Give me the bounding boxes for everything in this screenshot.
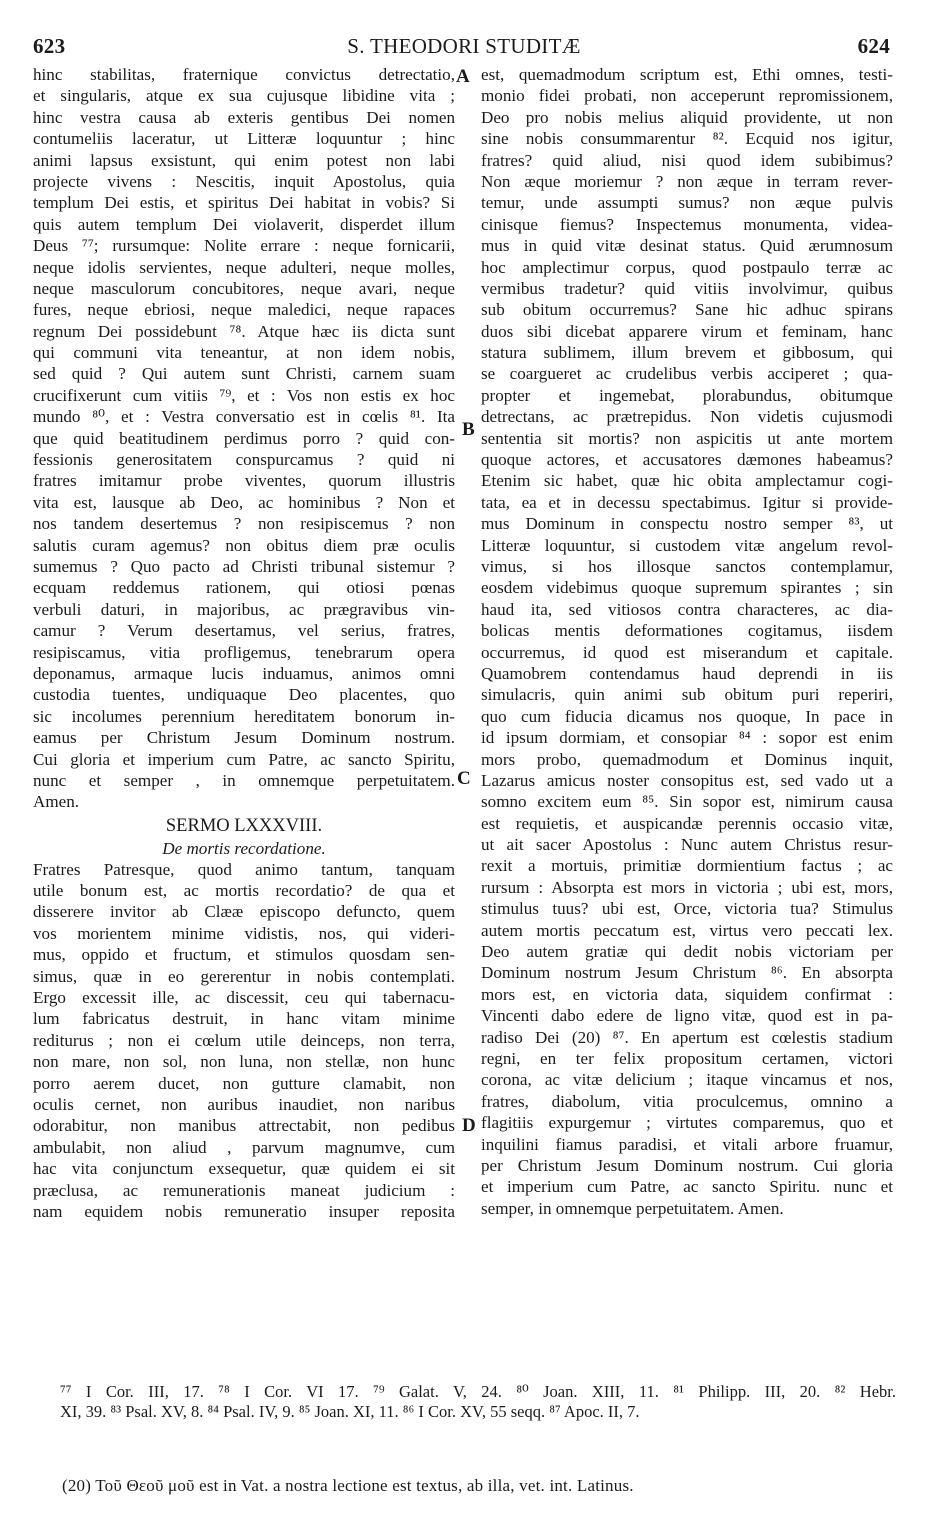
text-line: templum Dei estis, et spiritus Dei habitat in vobis? Si	[33, 193, 455, 213]
text-line: rursum : Absorpta est mors in victoria ; ubi est, mors,	[481, 877, 893, 897]
text-line: animi lapsus exsistunt, qui enim potest non labi	[33, 150, 455, 170]
text-line: lum fabricatus destruit, in hanc vitam minime	[33, 1009, 455, 1029]
text-line: regnum Dei possidebunt ⁷⁸. Atque hæc iis dicta sunt	[33, 321, 455, 341]
text-line: inquilini fiamus paradisi, et vitali arbore fruamur,	[481, 1134, 893, 1154]
text-line: stimulus tuus? ubi est, Orce, victoria tua? Stimulus	[481, 899, 893, 919]
text-line: hoc amplectimur corpus, quod postpaulo terræ ac	[481, 257, 893, 277]
text-line: hinc stabilitas, fraternique convictus detrectatio,	[33, 65, 455, 84]
text-line: statura sublimem, illum brevem et gibbosum, qui	[481, 343, 893, 363]
text-line: verbuli daturi, in majoribus, ac prægravibus vin-	[33, 599, 455, 619]
text-line: bolicas mentis deformationes cogitamus, iisdem	[481, 621, 893, 641]
sermon-title: SERMO LXXXVIII.	[165, 815, 323, 836]
text-line: somno excitem eum ⁸⁵. Sin sopor est, nimirum causa	[481, 792, 893, 812]
text-line: quis autem templum Dei violaverit, disperdet illum	[33, 214, 455, 234]
text-line: sed quid ? Qui autem sunt Christi, carnem suam	[33, 364, 455, 384]
text-line: fures, neque ebriosi, neque maledici, neque rapaces	[33, 300, 455, 320]
text-line: vimus, si hos illosque sanctos contemplamur,	[481, 556, 893, 576]
page-number-right: 624	[857, 34, 890, 58]
text-line: Dominum nostrum Jesum Christum ⁸⁶. En absorpta	[481, 963, 893, 983]
text-line: mus, oppido et fructum, et stimulos quosdam sen-	[33, 945, 455, 965]
running-title: S. THEODORI STUDITÆ	[347, 34, 581, 58]
text-line: est requietis, et auspicandæ perennis occasio vitæ,	[481, 813, 893, 833]
text-line: tata, ea et in decessu spectabimus. Igitur si provide-	[481, 492, 893, 512]
text-line: regni, en ter felix propositum certamen, victori	[481, 1048, 893, 1068]
right-column	[481, 64, 893, 1219]
text-line: sumemus ? Quo pacto ad Christi tribunal sistemur ?	[33, 556, 455, 576]
text-line: flagitiis expurgemur ; virtutes comparemus, quo et	[481, 1113, 893, 1133]
text-line: se coargueret ac crudelibus verbis acciperet ; qua-	[481, 364, 893, 384]
text-line: fratres imitamur probe viventes, quorum illustris	[33, 471, 455, 491]
text-line: qui communi vita teneantur, at non idem nobis,	[33, 343, 455, 363]
text-line: hinc vestra causa ab exteris gentibus Dei nomen	[33, 107, 455, 127]
text-line: sic incolumes perennium hereditatem bonorum in-	[33, 706, 455, 726]
footnote-line: XI, 39. ⁸³ Psal. XV, 8. ⁸⁴ Psal. IV, 9. ⁸⁵ Joan. XI, 11. ⁸⁶ I Cor. XV, 55 seqq. ⁸⁷ Apoc. II, 7.	[60, 1402, 640, 1421]
text-line: hac vita conjunctum exsequetur, quæ quidem ei sit	[33, 1159, 455, 1179]
text-line: quoque actores, et accusatores dæmones habeamus?	[481, 450, 893, 470]
text-line: que quid beatitudinem perdimus porro ? quid con-	[33, 428, 455, 448]
text-line: ut ait sacer Apostolus : Nunc autem Christus resur-	[481, 835, 893, 855]
text-line: mundo ⁸⁰, et : Vestra conversatio est in cœlis ⁸¹. Ita	[33, 407, 455, 427]
text-line: eosdem videbimus quoque supremum spirantes ; sin	[481, 578, 893, 598]
text-line: vita est, lausque ab Deo, ac hominibus ? Non et	[33, 492, 455, 512]
text-line: Cui gloria et imperium cum Patre, ac sancto Spiritu,	[33, 749, 455, 769]
margin-mark-a: A	[456, 66, 470, 87]
text-line: odorabitur, non manibus attrectabit, non pedibus	[33, 1116, 455, 1136]
text-line: Lazarus amicus noster consopitus est, sed vado ut a	[481, 770, 893, 790]
text-line: crucifixerunt cum vitiis ⁷⁹, et : Vos non estis ex hoc	[33, 385, 455, 405]
text-line: oculis cernet, non auribus inaudiet, non naribus	[33, 1094, 455, 1114]
text-line: Ergo excessit ille, ac discessit, ceu qui tabernacu-	[33, 988, 455, 1008]
footnotes	[60, 1382, 896, 1422]
text-line: occurremus, id quod est miserandum et capitale.	[481, 642, 893, 662]
text-line: quo cum fiducia dicamus nos quoque, In pace in	[481, 706, 893, 726]
text-line: fratres? quid aliud, nisi quod idem subibimus?	[481, 150, 893, 170]
text-line: haud ita, sed vitiosos contra characteres, ac dia-	[481, 599, 893, 619]
text-line: Etenim sic habet, quæ hic obita amplectamur cogi-	[481, 471, 893, 491]
text-line: temur, unde assumpti sumus? non æque pulvis	[481, 193, 893, 213]
text-line: projecte vivens : Nescitis, inquit Apostolus, quia	[33, 171, 455, 191]
text-line: per Christum Jesum Dominum nostrum. Cui gloria	[481, 1155, 893, 1175]
text-line: mors probo, quemadmodum et Dominus inquit,	[481, 749, 893, 769]
margin-mark-c: C	[457, 768, 471, 789]
text-line: nam equidem nobis remuneratio insuper reposita	[33, 1201, 455, 1221]
text-line: sententia sit mortis? non aspicitis ut ante mortem	[481, 428, 893, 448]
text-line: vos morientem minime vidistis, nos, qui videri-	[33, 923, 455, 943]
text-line: mors est, en victoria data, siquidem confirmat :	[481, 984, 893, 1004]
text-line: propter et ingemebat, plorabundus, obitumque	[481, 385, 893, 405]
text-line: corona, ac vitæ delicium ; itaque vincamus et nos,	[481, 1070, 893, 1090]
text-line: detrectans, ac prætrepidus. Non videtis cujusmodi	[481, 407, 893, 427]
text-line: Deus ⁷⁷; rursumque: Nolite errare : neque fornicarii,	[33, 236, 455, 256]
text-line: nunc et semper , in omnemque perpetuitatem.	[33, 770, 455, 790]
text-line: neque idolis servientes, neque adulteri, neque molles,	[33, 257, 455, 277]
text-line: sine nobis consummarentur ⁸². Ecquid nos igitur,	[481, 129, 893, 149]
text-line: ambulabit, non aliud , parvum magnumve, cum	[33, 1137, 455, 1157]
text-line: utile bonum est, ac mortis recordatio? de qua et	[33, 881, 455, 901]
text-line: eamus per Christum Jesum Dominum nostrum.	[33, 728, 455, 748]
margin-mark-d: D	[462, 1115, 476, 1136]
text-line: et imperium cum Patre, ac sancto Spiritu. nunc et	[481, 1177, 893, 1197]
text-line: fessionis generositatem conspurcamus ? quid ni	[33, 450, 455, 470]
footnote-line: ⁷⁷ I Cor. III, 17. ⁷⁸ I Cor. VI 17. ⁷⁹ Galat. V, 24. ⁸⁰ Joan. XIII, 11. ⁸¹ Philipp. III, 20. ⁸² Hebr.	[60, 1382, 896, 1401]
margin-mark-b: B	[462, 419, 475, 440]
critical-note: (20) Τοῦ Θεοῦ μοῦ est in Vat. a nostra lectione est textus, ab illa, vet. int. Latinus.	[62, 1476, 634, 1495]
text-line: cinisque fiemus? Inspectemus monumenta, videa-	[481, 214, 893, 234]
text-line: Deo autem gratiæ qui dedit nobis victoriam per	[481, 942, 893, 962]
text-line: neque masculorum concubitores, neque avari, neque	[33, 278, 455, 298]
text-line: deponamus, armaque lucis induamus, animos omni	[33, 663, 455, 683]
text-line: Non æque moriemur ? non æque in terram rever-	[481, 171, 893, 191]
text-line: rediturus ; non ei cœlum utile deinceps, non terra,	[33, 1030, 455, 1050]
text-line: nos tandem desertemus ? non resipiscemus ? non	[33, 514, 455, 534]
text-line: resipiscamus, vitia profligemus, tenebrarum opera	[33, 642, 455, 662]
text-line: semper, in omnemque perpetuitatem. Amen.	[481, 1198, 784, 1218]
text-line: Amen.	[33, 792, 80, 812]
text-line: non mare, non sol, non luna, non stellæ, non hunc	[33, 1052, 455, 1072]
text-line: Deo pro nobis melius aliquid providente, ut non	[481, 107, 893, 127]
text-line: est, quemadmodum scriptum est, Ethi omnes, testi-	[481, 65, 893, 84]
sermon-subtitle: De mortis recordatione.	[162, 838, 326, 858]
text-line: duos sibi dicebat apparere virum et feminam, hanc	[481, 321, 893, 341]
text-line: contumeliis laceratur, ut Litteræ loquuntur ; hinc	[33, 129, 455, 149]
text-line: id ipsum dormiam, et consopiar ⁸⁴ : sopor est enim	[481, 728, 893, 748]
text-line: Vincenti dabo edere de ligno vitæ, quod est in pa-	[481, 1006, 893, 1026]
text-line: monio fidei probati, non acceperunt repromissionem,	[481, 86, 893, 106]
page-number-left: 623	[33, 34, 66, 58]
text-line: et singularis, atque ex sua cujusque libidine vita ;	[33, 86, 455, 106]
left-column	[33, 64, 455, 1222]
text-line: Quamobrem contendamus haud deprendi in iis	[481, 663, 893, 683]
text-line: salutis curam agemus? non obitus diem præ oculis	[33, 535, 455, 555]
text-line: camur ? Verum desertamus, vel serius, fratres,	[33, 621, 455, 641]
text-line: Litteræ loquuntur, si custodem vitæ angelum revol-	[481, 535, 893, 555]
text-line: simus, quæ in eo gererentur in nobis contemplati.	[33, 966, 455, 986]
text-line: radiso Dei (20) ⁸⁷. En apertum est cœlestis stadium	[481, 1027, 893, 1047]
running-header	[0, 34, 928, 62]
text-line: simulacris, quin animi sub obitum puri reperiri,	[481, 685, 893, 705]
text-line: custodia tuentes, undiquaque Deo placentes, quo	[33, 685, 455, 705]
text-line: mus Dominum in conspectu nostro semper ⁸³, ut	[481, 514, 893, 534]
text-line: fratres, diabolum, vitia proculcemus, omnino a	[481, 1091, 893, 1111]
text-line: Fratres Patresque, quod animo tantum, tanquam	[33, 859, 455, 879]
text-line: sub obitum occurremus? Sane hic adhuc spirans	[481, 300, 893, 320]
text-line: autem mortis peccatum est, virtus vero peccati lex.	[481, 920, 893, 940]
text-line: vermibus tradetur? quid vitiis involvimur, quibus	[481, 278, 893, 298]
text-line: ecquam reddemus rationem, qui otiosi pœnas	[33, 578, 455, 598]
text-line: disserere invitor ab Clææ episcopo defuncto, quem	[33, 902, 455, 922]
text-line: præclusa, ac remunerationis maneat judicium :	[33, 1180, 455, 1200]
text-line: mus in quid vitæ desinat status. Quid ærumnosum	[481, 236, 893, 256]
text-line: porro aerem ducet, non gutture clamabit, non	[33, 1073, 455, 1093]
text-line: rexit a mortuis, primitiæ dormientium factus ; ac	[481, 856, 893, 876]
